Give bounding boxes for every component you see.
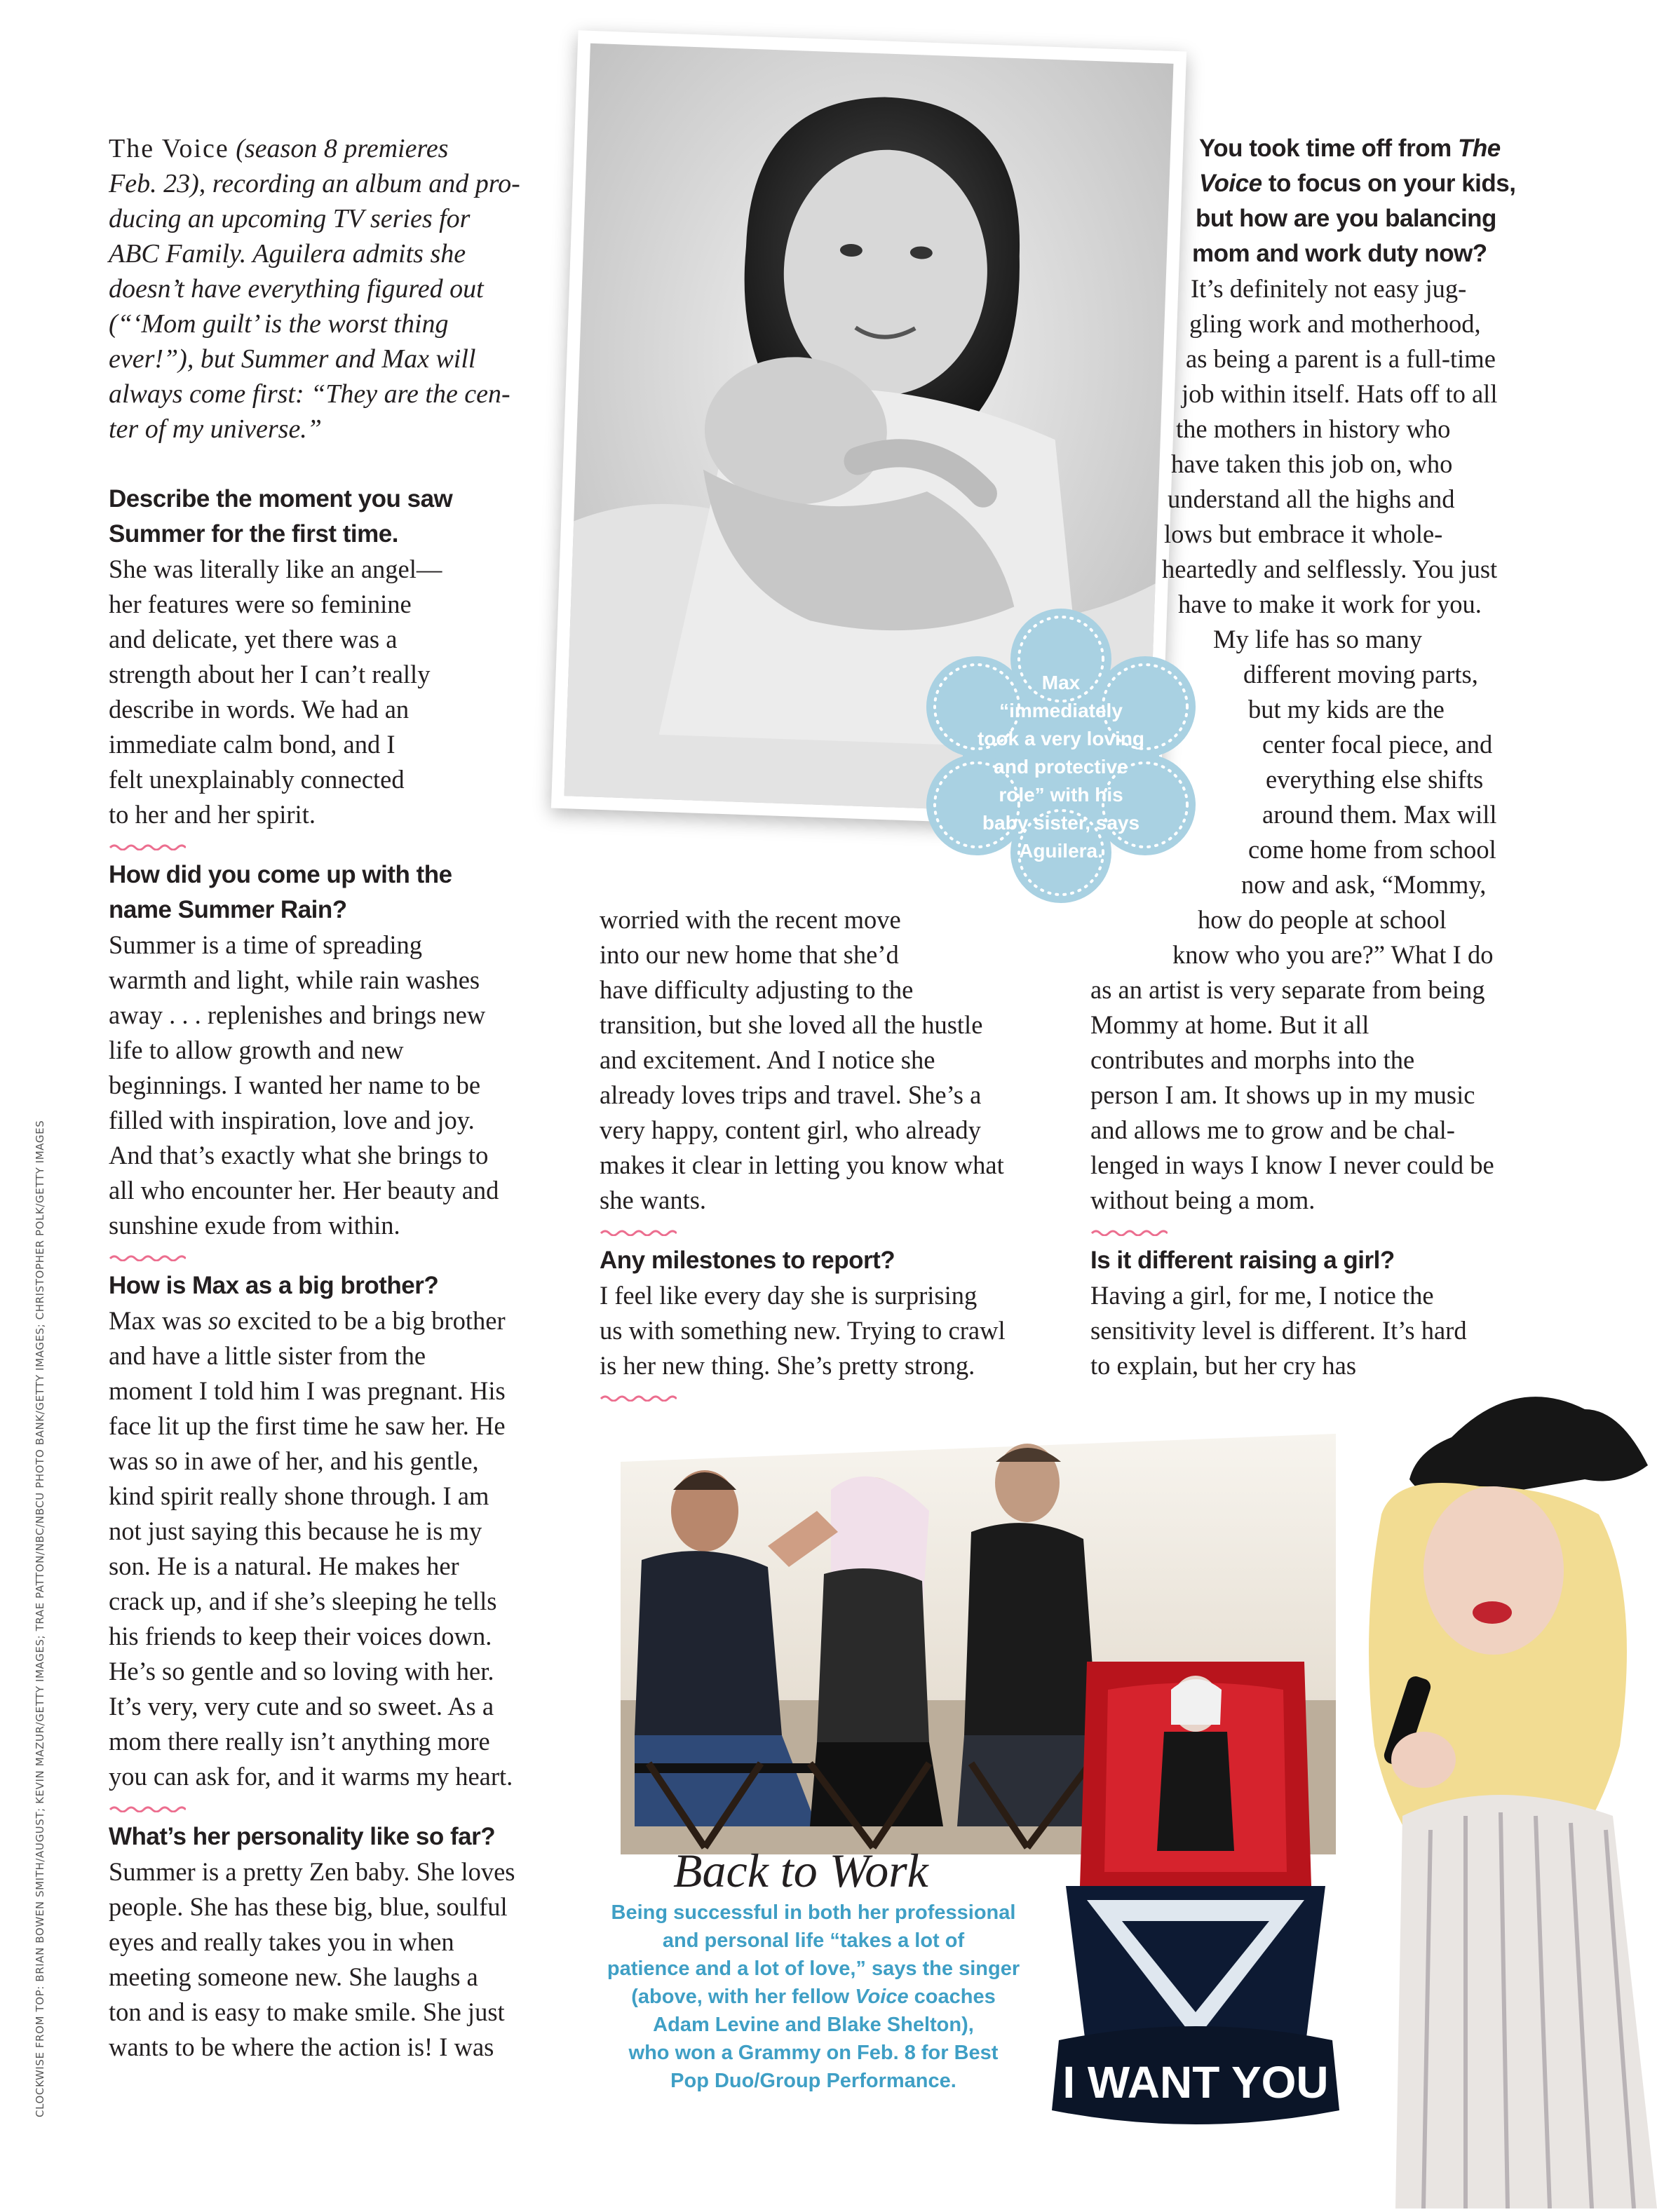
answer-line: have to make it work for you. bbox=[1178, 590, 1482, 618]
answer-line: Max was so excited to be a big brother bbox=[109, 1306, 506, 1335]
flower-line: “immediately bbox=[999, 700, 1123, 721]
caption-line: and personal life “takes a lot of bbox=[662, 1929, 965, 1952]
answer-line: everything else shifts bbox=[1266, 765, 1484, 794]
answer-line: lenged in ways I know I never could be bbox=[1090, 1151, 1494, 1179]
answer-line: It’s very, very cute and so sweet. As a bbox=[109, 1692, 494, 1721]
flower-line: Aguilera. bbox=[1019, 840, 1103, 862]
flower-line: took a very loving bbox=[977, 728, 1145, 749]
section-divider bbox=[109, 842, 186, 850]
answer-line: people. She has these big, blue, soulful bbox=[109, 1892, 508, 1921]
answer-line: very happy, content girl, who already bbox=[600, 1115, 981, 1144]
answer-line: and allows me to grow and be chal- bbox=[1090, 1115, 1455, 1144]
answer-line: away . . . replenishes and brings new bbox=[109, 1000, 486, 1029]
photo-credit: CLOCKWISE FROM TOP: BRIAN BOWEN SMITH/AUGUST; KEVIN MAZUR/GETTY IMAGES; TRAE PATTON/NBC/NBCU PHOTO BANK/GETTY IMAGES; CHRISTOPHER POLK/GETTY IMAGES bbox=[34, 1120, 46, 2117]
intro-line: Feb. 23), recording an album and pro- bbox=[109, 169, 520, 198]
section-divider bbox=[600, 1228, 677, 1236]
answer-line: It’s definitely not easy jug- bbox=[1191, 274, 1467, 303]
answer-line: as being a parent is a full-time bbox=[1186, 344, 1496, 373]
section-divider bbox=[109, 1253, 186, 1261]
answer-line: beginnings. I wanted her name to be bbox=[109, 1071, 481, 1099]
answer-line: moment I told him I was pregnant. His bbox=[109, 1376, 506, 1405]
answer-line: He’s so gentle and so loving with her. bbox=[109, 1657, 494, 1685]
caption-body bbox=[596, 1899, 1031, 2095]
column-left bbox=[109, 482, 572, 2065]
answer-line: sunshine exude from within. bbox=[109, 1211, 400, 1240]
answer-line: and delicate, yet there was a bbox=[109, 625, 398, 653]
intro-line: doesn’t have everything figured out bbox=[109, 274, 484, 304]
answer-line: to her and her spirit. bbox=[109, 800, 316, 829]
flower-line: baby sister, says bbox=[982, 812, 1140, 834]
answer-line: Summer is a pretty Zen baby. She loves bbox=[109, 1857, 515, 1886]
flower-line: role” with his bbox=[999, 784, 1123, 806]
answer-line: wants to be where the action is! I was bbox=[109, 2033, 494, 2061]
question: mom and work duty now? bbox=[1192, 240, 1487, 267]
intro-line: ducing an upcoming TV series for bbox=[109, 204, 471, 233]
voice-chair-image bbox=[1038, 1662, 1353, 2152]
answer-line: without being a mom. bbox=[1090, 1186, 1316, 1214]
flower-line: Max bbox=[1041, 672, 1081, 693]
question: Summer for the first time. bbox=[109, 520, 398, 548]
question: but how are you balancing bbox=[1196, 205, 1496, 232]
intro-line: (season 8 premieres bbox=[236, 134, 449, 163]
answer-line: all who encounter her. Her beauty and bbox=[109, 1176, 499, 1205]
answer-line: and excitement. And I notice she bbox=[600, 1045, 935, 1074]
intro-line: (“‘Mom guilt’ is the worst thing bbox=[109, 309, 449, 339]
question: You took time off from The bbox=[1199, 135, 1501, 162]
column-right bbox=[1090, 131, 1553, 1383]
answer-line: warmth and light, while rain washes bbox=[109, 965, 480, 994]
question: Voice to focus on your kids, bbox=[1199, 170, 1516, 197]
answer-line: different moving parts, bbox=[1243, 660, 1478, 688]
answer-line: now and ask, “Mommy, bbox=[1241, 870, 1487, 899]
answer-line: but my kids are the bbox=[1248, 695, 1445, 724]
answer-line: mom there really isn’t anything more bbox=[109, 1727, 490, 1756]
answer-line: job within itself. Hats off to all bbox=[1182, 379, 1498, 408]
answer-line: transition, but she loved all the hustle bbox=[600, 1010, 983, 1039]
answer-line: already loves trips and travel. She’s a bbox=[600, 1080, 982, 1109]
question: Describe the moment you saw bbox=[109, 485, 453, 513]
answer-line: his friends to keep their voices down. bbox=[109, 1622, 492, 1650]
question: How is Max as a big brother? bbox=[109, 1272, 439, 1299]
answer-line: gling work and motherhood, bbox=[1189, 309, 1481, 338]
answer-line: as an artist is very separate from being bbox=[1090, 975, 1485, 1004]
answer-line: filled with inspiration, love and joy. bbox=[109, 1106, 475, 1134]
caption-line: Being successful in both her professional bbox=[611, 1901, 1016, 1924]
chair-text: I WANT YOU bbox=[1062, 2057, 1329, 2108]
answer-line: I feel like every day she is surprising bbox=[600, 1281, 978, 1310]
answer-line: heartedly and selflessly. You just bbox=[1162, 555, 1498, 583]
answer-line: immediate calm bond, and I bbox=[109, 730, 395, 759]
answer-line: is her new thing. She’s pretty strong. bbox=[600, 1351, 975, 1380]
answer-line: have difficulty adjusting to the bbox=[600, 975, 914, 1004]
question: How did you come up with the bbox=[109, 861, 452, 888]
answer-line: felt unexplainably connected bbox=[109, 765, 405, 794]
singer-photo bbox=[1318, 1381, 1657, 2208]
answer-line: face lit up the first time he saw her. He bbox=[109, 1411, 506, 1440]
answer-line: meeting someone new. She laughs a bbox=[109, 1962, 478, 1991]
show-name: The Voice bbox=[109, 134, 229, 163]
answer-line: She was literally like an angel— bbox=[109, 555, 442, 583]
answer-line: not just saying this because he is my bbox=[109, 1516, 482, 1545]
column-middle bbox=[600, 902, 1076, 1402]
answer-line: kind spirit really shone through. I am bbox=[109, 1481, 489, 1510]
answer-line: crack up, and if she’s sleeping he tells bbox=[109, 1587, 497, 1615]
answer-line: Mommy at home. But it all bbox=[1090, 1010, 1369, 1039]
answer-line: person I am. It shows up in my music bbox=[1090, 1080, 1475, 1109]
answer-line: describe in words. We had an bbox=[109, 695, 410, 724]
answer-line: And that’s exactly what she brings to bbox=[109, 1141, 489, 1169]
intro-line: always come first: “They are the cen- bbox=[109, 379, 510, 409]
answer-line: Summer is a time of spreading bbox=[109, 930, 423, 959]
answer-line: sensitivity level is different. It’s hard bbox=[1090, 1316, 1467, 1345]
answer-line: her features were so feminine bbox=[109, 590, 412, 618]
answer-line: worried with the recent move bbox=[600, 905, 901, 934]
intro-line: ABC Family. Aguilera admits she bbox=[109, 239, 466, 269]
answer-line: ton and is easy to make smile. She just bbox=[109, 1997, 505, 2026]
intro-line: ever!”), but Summer and Max will bbox=[109, 344, 476, 374]
question: Any milestones to report? bbox=[600, 1247, 895, 1274]
caption-title: Back to Work bbox=[673, 1844, 928, 1897]
question: Is it different raising a girl? bbox=[1090, 1247, 1395, 1274]
section-divider bbox=[600, 1393, 677, 1402]
answer-line: lows but embrace it whole- bbox=[1164, 520, 1443, 548]
answer-line: My life has so many bbox=[1213, 625, 1423, 653]
answer-line: she wants. bbox=[600, 1186, 707, 1214]
section-divider bbox=[109, 1804, 186, 1812]
answer-line: and have a little sister from the bbox=[109, 1341, 426, 1370]
answer-line: son. He is a natural. He makes her bbox=[109, 1552, 459, 1580]
answer-line: makes it clear in letting you know what bbox=[600, 1151, 1004, 1179]
caption-line: who won a Grammy on Feb. 8 for Best bbox=[628, 2042, 999, 2064]
answer-line: center focal piece, and bbox=[1262, 730, 1493, 759]
answer-line: was so in awe of her, and his gentle, bbox=[109, 1446, 479, 1475]
caption-line: patience and a lot of love,” says the singer bbox=[607, 1957, 1020, 1980]
answer-line: have taken this job on, who bbox=[1171, 449, 1453, 478]
question: What’s her personality like so far? bbox=[109, 1823, 496, 1850]
question: name Summer Rain? bbox=[109, 896, 347, 923]
answer-line: around them. Max will bbox=[1262, 800, 1497, 829]
answer-line: understand all the highs and bbox=[1168, 484, 1455, 513]
answer-line: the mothers in history who bbox=[1176, 414, 1451, 443]
photo-caption bbox=[596, 1843, 1031, 2095]
caption-line: Pop Duo/Group Performance. bbox=[670, 2070, 956, 2092]
answer-line: how do people at school bbox=[1198, 905, 1447, 934]
answer-line: strength about her I can’t really bbox=[109, 660, 431, 688]
answer-line: contributes and morphs into the bbox=[1090, 1045, 1415, 1074]
answer-line: you can ask for, and it warms my heart. bbox=[109, 1762, 513, 1791]
flower-line: and protective bbox=[994, 756, 1128, 778]
intro-line: ter of my universe.” bbox=[109, 414, 322, 444]
answer-line: life to allow growth and new bbox=[109, 1036, 404, 1064]
answer-line: come home from school bbox=[1248, 835, 1496, 864]
section-divider bbox=[1090, 1228, 1168, 1236]
answer-line: know who you are?” What I do bbox=[1172, 940, 1494, 969]
intro-paragraph bbox=[109, 131, 557, 447]
caption-line: Adam Levine and Blake Shelton), bbox=[653, 2014, 974, 2036]
answer-line: into our new home that she’d bbox=[600, 940, 899, 969]
answer-line: to explain, but her cry has bbox=[1090, 1351, 1357, 1380]
answer-line: us with something new. Trying to crawl bbox=[600, 1316, 1006, 1345]
caption-line: (above, with her fellow Voice coaches bbox=[631, 1986, 996, 2008]
answer-line: Having a girl, for me, I notice the bbox=[1090, 1281, 1434, 1310]
answer-line: eyes and really takes you in when bbox=[109, 1927, 454, 1956]
